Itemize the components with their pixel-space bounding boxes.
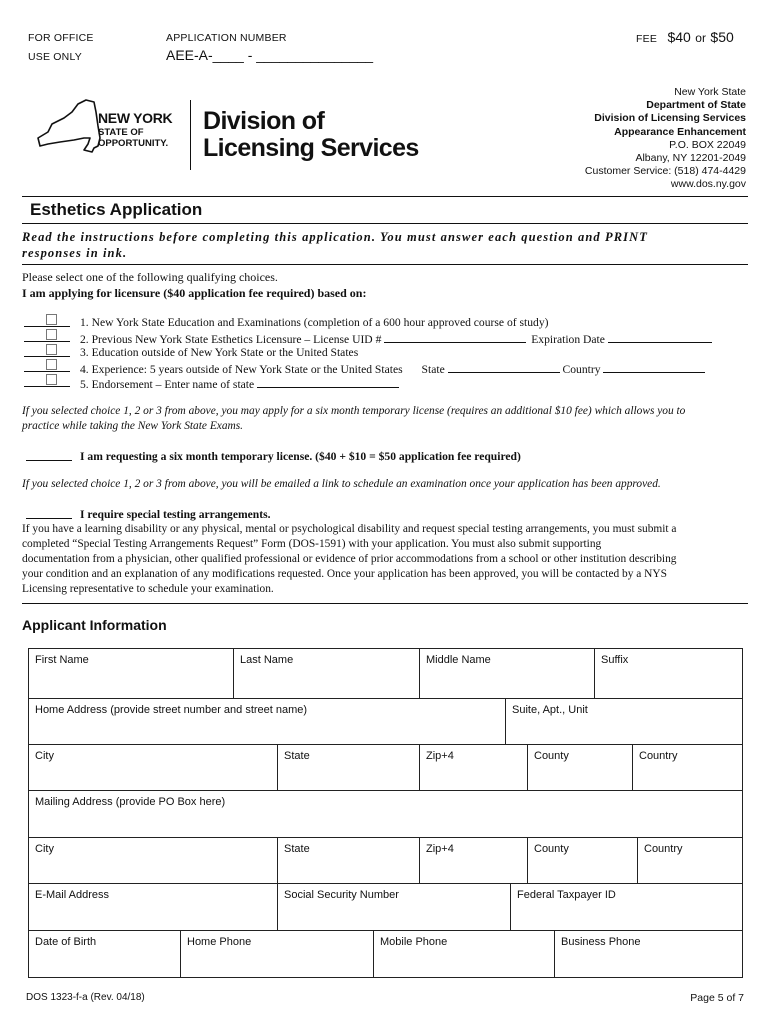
home-phone-label: Home Phone <box>187 936 252 948</box>
for-office-label: FOR OFFICE <box>28 32 94 44</box>
fee-group <box>636 29 734 47</box>
division-title-line1: Division of <box>203 107 325 135</box>
mailing-zip-field[interactable] <box>420 838 528 884</box>
home-city-field[interactable] <box>29 745 278 791</box>
business-phone-field[interactable] <box>555 931 743 978</box>
choice-3-label: 3. Education outside of New York State or the United States <box>80 346 359 359</box>
ssn-label: Social Security Number <box>284 889 399 901</box>
special-para-line-2: completed “Special Testing Arrangements Request” Form (DOS-1591) with your application. You must also submit supporting <box>22 538 602 550</box>
expiration-date-label: Expiration Date <box>531 333 605 346</box>
special-para-line-4: your condition and an explanation of any modifications requested. Once your application has been approved, you will be contacted by a NYS <box>22 568 667 580</box>
mailing-country-label: Country <box>644 843 683 855</box>
choice-5-label: 5. Endorsement – Enter name of state <box>80 378 255 391</box>
applicant-table-row4 <box>28 790 743 838</box>
choice-5-line <box>24 386 70 387</box>
agency-line-7: Customer Service: (518) 474-4429 <box>584 165 746 178</box>
first-name-label: First Name <box>35 654 89 666</box>
section-rule <box>22 603 748 604</box>
applicant-table-row3 <box>28 744 743 791</box>
title-rule <box>22 196 748 197</box>
division-title-line2: Licensing Services <box>203 134 419 162</box>
exam-email-info: If you selected choice 1, 2 or 3 from above, you will be emailed a link to schedule an examination once your application has been approved. <box>22 478 661 490</box>
applicant-table-row2 <box>28 698 743 745</box>
choice-5-group <box>80 376 399 391</box>
agency-line-2: Department of State <box>646 99 746 112</box>
choice-4-label: 4. Experience: 5 years outside of New York State or the United States <box>80 363 403 376</box>
dob-field[interactable] <box>29 931 181 978</box>
fee-value-40: $40 <box>667 29 691 45</box>
agency-line-3: Division of Licensing Services <box>594 112 746 125</box>
agency-line-8: www.dos.ny.gov <box>670 178 746 191</box>
fee-value-50: $50 <box>710 29 734 45</box>
mobile-phone-label: Mobile Phone <box>380 936 448 948</box>
federal-taxpayer-id-field[interactable] <box>511 884 743 931</box>
logo-divider <box>190 100 191 170</box>
home-address-field[interactable] <box>29 699 506 745</box>
special-testing-paragraph <box>22 522 676 597</box>
applicant-table-row6 <box>28 883 743 931</box>
instruction-rule <box>22 264 748 265</box>
agency-line-4: Appearance Enhancement <box>614 125 746 138</box>
choice-4-country-label: Country <box>562 363 601 376</box>
mailing-address-label: Mailing Address (provide PO Box here) <box>35 796 226 808</box>
special-testing-title: I require special testing arrangements. <box>80 508 271 521</box>
mailing-state-field[interactable] <box>278 838 420 884</box>
suffix-field[interactable] <box>595 649 743 699</box>
logo-new-york: NEW YORK <box>98 110 173 126</box>
applicant-table-row7 <box>28 930 743 978</box>
instruction-line-2: responses in ink. <box>22 246 128 260</box>
page-number: Page 5 of 7 <box>690 992 744 1004</box>
choice-2-label: 2. Previous New York State Esthetics Licensure – License UID # <box>80 333 382 346</box>
choice-2-group <box>80 331 712 346</box>
new-york-state-outline-icon <box>34 98 104 158</box>
endorsement-state-field[interactable] <box>257 376 399 388</box>
federal-taxpayer-id-label: Federal Taxpayer ID <box>517 889 616 901</box>
special-para-line-5: Licensing representative to schedule your examination. <box>22 583 274 595</box>
home-phone-field[interactable] <box>181 931 374 978</box>
ssn-field[interactable] <box>278 884 511 931</box>
home-city-label: City <box>35 750 54 762</box>
home-zip-label: Zip+4 <box>426 750 454 762</box>
temp-license-info-2: practice while taking the New York State Exams. <box>22 420 244 432</box>
home-country-field[interactable] <box>633 745 743 791</box>
agency-address <box>585 86 746 192</box>
temp-license-request: I am requesting a six month temporary license. ($40 + $10 = $50 application fee required) <box>80 450 521 463</box>
suffix-label: Suffix <box>601 654 629 666</box>
choice-4-checkbox[interactable] <box>46 359 57 370</box>
choice-4-state-field[interactable] <box>448 361 560 373</box>
select-instruction: Please select one of the following qualifying choices. <box>22 270 278 284</box>
fee-label: FEE <box>636 33 658 45</box>
choice-3-checkbox[interactable] <box>46 344 57 355</box>
home-zip-field[interactable] <box>420 745 528 791</box>
last-name-field[interactable] <box>234 649 420 699</box>
choice-4-line <box>24 371 70 372</box>
choice-5-checkbox[interactable] <box>46 374 57 385</box>
dob-label: Date of Birth <box>35 936 97 948</box>
home-address-label: Home Address (provide street number and street name) <box>35 704 308 716</box>
license-uid-field[interactable] <box>384 331 526 343</box>
mailing-address-field[interactable] <box>29 791 743 838</box>
middle-name-field[interactable] <box>420 649 595 699</box>
title-rule-bottom <box>22 223 748 224</box>
logo-state-of: STATE OF <box>98 127 144 138</box>
choice-1-line <box>24 326 70 327</box>
home-county-field[interactable] <box>528 745 633 791</box>
application-number-value: AEE-A-____ - _______________ <box>166 47 374 63</box>
special-para-line-1: If you have a learning disability or any physical, mental or psychological disability and request special testing arrangements, you must submit a <box>22 523 677 535</box>
home-county-label: County <box>534 750 569 762</box>
choice-1-checkbox[interactable] <box>46 314 57 325</box>
middle-name-label: Middle Name <box>426 654 491 666</box>
special-para-line-3: documentation from a physician, other qualified professional or evidence of prior accommodations from a school or other institution describing <box>22 553 677 565</box>
expiration-date-field[interactable] <box>608 331 712 343</box>
home-state-field[interactable] <box>278 745 420 791</box>
special-testing-checkbox-line[interactable] <box>26 518 72 519</box>
mailing-county-label: County <box>534 843 569 855</box>
email-label: E-Mail Address <box>35 889 109 901</box>
choice-4-group <box>80 361 705 376</box>
first-name-field[interactable] <box>29 649 234 699</box>
mailing-state-label: State <box>284 843 310 855</box>
agency-line-5: P.O. BOX 22049 <box>669 138 746 151</box>
suite-field[interactable] <box>506 699 743 745</box>
use-only-label: USE ONLY <box>28 51 82 63</box>
temp-license-checkbox-line[interactable] <box>26 460 72 461</box>
mailing-zip-label: Zip+4 <box>426 843 454 855</box>
form-id: DOS 1323-f-a (Rev. 04/18) <box>26 992 145 1003</box>
home-country-label: Country <box>639 750 678 762</box>
logo-opportunity: OPPORTUNITY. <box>98 138 169 149</box>
fee-or: or <box>695 31 706 45</box>
choice-4-country-field[interactable] <box>603 361 705 373</box>
mailing-county-field[interactable] <box>528 838 638 884</box>
suite-label: Suite, Apt., Unit <box>512 704 588 716</box>
last-name-label: Last Name <box>240 654 294 666</box>
home-state-label: State <box>284 750 310 762</box>
page-title: Esthetics Application <box>30 200 203 219</box>
mailing-country-field[interactable] <box>638 838 743 884</box>
applying-statement: I am applying for licensure ($40 application fee required) based on: <box>22 286 367 300</box>
choice-2-line <box>24 341 70 342</box>
application-number-label: APPLICATION NUMBER <box>166 32 287 44</box>
applicant-table-row1 <box>28 648 743 699</box>
mobile-phone-field[interactable] <box>374 931 555 978</box>
choice-3-line <box>24 356 70 357</box>
choice-2-checkbox[interactable] <box>46 329 57 340</box>
email-field[interactable] <box>29 884 278 931</box>
applicant-table-row5 <box>28 837 743 884</box>
choice-1-label: 1. New York State Education and Examinations (completion of a 600 hour approved course of study) <box>80 316 549 329</box>
temp-license-info-1: If you selected choice 1, 2 or 3 from above, you may apply for a six month temporary license (requires an additional $10 fee) which allows you to <box>22 405 686 417</box>
mailing-city-label: City <box>35 843 54 855</box>
business-phone-label: Business Phone <box>561 936 641 948</box>
applicant-info-heading: Applicant Information <box>22 617 167 633</box>
agency-line-1: New York State <box>674 86 746 98</box>
choice-4-state-label: State <box>421 363 445 376</box>
mailing-city-field[interactable] <box>29 838 278 884</box>
instruction-line-1: Read the instructions before completing this application. You must answer each question and PRINT <box>22 230 648 244</box>
agency-line-6: Albany, NY 12201-2049 <box>635 152 746 165</box>
